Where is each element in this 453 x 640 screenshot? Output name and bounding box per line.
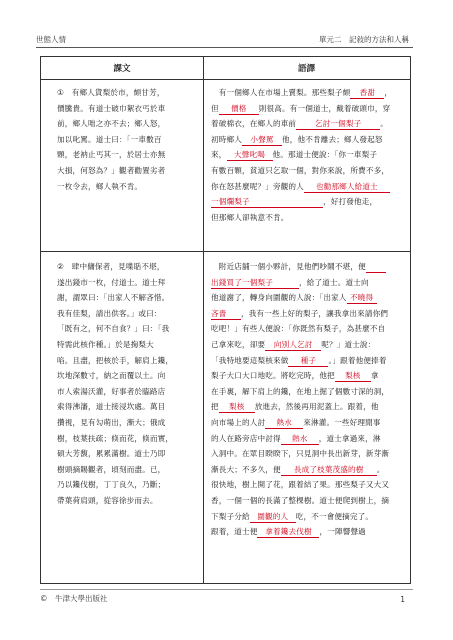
translation-line: 在手裏，解下肩上的鑱，在地上掘了個數寸深的洞，: [211, 386, 390, 396]
translation-text-para1: [211, 85, 407, 225]
classical-text-para1: [57, 85, 197, 194]
translation-line: 下梨子分給 圍觀的人 吃，不一會便摘完了。: [211, 511, 374, 521]
classical-line: 樹，枝葉扶疏；倏而花，倏而實，: [57, 433, 174, 443]
translation-line: 梨子大口大口地吃。將吃完時，他把 梨核 拿: [211, 371, 379, 381]
translation-line: 你在怒甚麼呢？」旁觀的人 也勸那鄉人給道士: [211, 179, 407, 195]
translation-line: 來， 大聲叱喝 他。那道士便說：「你一車梨子: [211, 150, 378, 160]
answer-blank: 出錢買了一個梨子: [211, 278, 299, 289]
col-header-translation: 語譯: [203, 57, 410, 80]
classical-line: ① 有鄉人貨梨於市，頗甘芳，: [57, 88, 165, 97]
answer-blank: 拿着鑱去伐樹: [257, 527, 319, 538]
answer-blank: 熱水: [281, 434, 319, 445]
classical-line: 前，鄉人咄之亦不去；鄉人怒，: [57, 119, 166, 129]
translation-line: 吃吧！」有些人便說：「你既然有梨子，為甚麼不自: [211, 324, 386, 334]
answer-blank: 小聲罵: [242, 135, 282, 146]
translation-line: 跟着，道士便 拿着鑱去伐樹 ，一陣響聲過: [211, 527, 366, 537]
translation-line: 吝嗇 ，我有一些上好的梨子，讓我拿出來請你們: [211, 308, 389, 318]
translation-line: 一個爛梨子 ，好打發他走，: [211, 197, 378, 207]
classical-line: 加以叱罵。道士曰：「一車數百: [57, 134, 162, 144]
translation-line: 附近店舖一個小夥計，見他們吵鬧不堪，便: [211, 259, 407, 275]
classical-line: 市人索湯沃灌，好事者於臨路店: [57, 386, 166, 396]
translation-line: 着破棉衣，在鄉人的車前 乞討一個梨子 。: [211, 119, 388, 129]
classical-line: 啗。且盡，把核於手，解肩上鑱，: [57, 355, 174, 365]
translation-line: 初時鄉人 小聲罵 他，他不肯離去；鄉人發起怒: [211, 134, 383, 144]
answer-blank: 種子: [288, 356, 328, 367]
classical-line: 遂出錢市一枚，付道士。道士拜: [57, 277, 166, 287]
answer-blank: 梨核: [219, 402, 255, 413]
answer-blank: 圍觀的人: [250, 512, 296, 523]
classical-line: 特需此核作種。」於是掬梨大: [57, 339, 154, 349]
answer-blank: 也勸那鄉人給道士: [304, 182, 390, 193]
answer-blank: 熱水: [265, 418, 303, 429]
comparison-table: [40, 56, 411, 584]
classical-line: 樹頭摘賜觀者，頃刻而盡。已，: [57, 464, 166, 474]
translation-line: 很快地，樹上開了花，跟着結了果。那些梨子又大又: [211, 480, 390, 490]
answer-blank: 不曉得: [347, 293, 377, 304]
translation-line: 「我特地要這梨核來做 種子 。」跟着他便捧着: [211, 355, 387, 365]
translation-text-para2: [211, 259, 407, 540]
header-unit: 單元二 記敍的方法和人稱: [319, 35, 409, 44]
translation-line: 的人在路旁店中討得 熱水 ，道士拿過來，淋: [211, 433, 381, 443]
header-divider: [36, 47, 413, 48]
classical-text-para2: [57, 259, 197, 509]
translation-line: 香，一個一個的長滿了整棵樹。道士便爬到樹上，摘: [211, 495, 390, 505]
translation-line: 把 梨核 放進去，然後再用泥蓋上。跟着，他: [211, 402, 379, 412]
classical-line: 「既有之，何不自食？」曰：「我: [57, 324, 170, 334]
classical-line: 大損，何怒為？」觀者勸置劣者: [57, 165, 166, 175]
answer-blank: 向別人乞討: [265, 340, 321, 351]
classical-line: 索得沸瀋，道士接浸坎處。萬目: [57, 402, 166, 412]
row-divider: [41, 251, 410, 252]
classical-line: 帶葉荷肩頭，從容徐步而去。: [57, 495, 158, 505]
answer-blank: 長成了枝葉茂盛的樹: [281, 465, 377, 476]
answer-blank: 大聲叱喝: [227, 150, 273, 161]
footer-publisher: © 牛津大學出版社: [40, 594, 108, 603]
header-subject: 世態人情: [36, 35, 66, 44]
translation-line: 有一個鄉人在市場上賣梨。那些梨子頗 香甜 ，: [211, 88, 393, 97]
classical-line: 我有佳梨，請出供客。」或曰：: [57, 308, 162, 318]
translation-line: 有數百顆，貧道只乞取一個，對你來說，所費不多，: [211, 165, 390, 175]
answer-blank: 吝嗇: [211, 309, 241, 320]
classical-line: 謝，謂眾曰：「出家人不解吝惜。: [57, 293, 170, 303]
classical-line: 顆，老衲止丐其一，於居士亦無: [57, 150, 166, 160]
translation-line: 漸長大；不多久，便 長成了枝葉茂盛的樹 。: [211, 464, 385, 474]
translation-line: 但 價格 則很高。有一個道士，戴着破頭巾，穿: [211, 103, 391, 113]
col-header-classical: 課文: [41, 57, 204, 80]
answer-blank: 香甜: [350, 88, 384, 99]
classical-line: ② 肆中傭保者，見喋聒不堪，: [57, 262, 165, 271]
translation-line: 他道謝了，轉身向圍觀的人說：「出家人 不曉得: [211, 290, 407, 306]
classical-line: 攢視，見有勾萌出，漸大；俄成: [57, 417, 166, 427]
translation-line: 己拿來吃，卻要 向別人乞討 呢？」道士說：: [211, 339, 376, 349]
answer-blank: 梨核: [335, 371, 371, 382]
classical-line: 碩大芳馥，累累滿樹。道士乃即: [57, 449, 166, 459]
classical-line: 坎地深數寸，納之而覆以土。向: [57, 371, 166, 381]
page-number: 1: [400, 595, 405, 604]
translation-line: 但那鄉人卻執意不肯。: [211, 212, 289, 222]
translation-line: 向市場上的人討 熱水 來淋灌。一些好理閒事: [211, 417, 381, 427]
translation-line: 出錢買了一個梨子 ，給了道士。道士向: [211, 277, 369, 287]
answer-blank: [366, 262, 386, 273]
classical-line: 一枚令去，鄉人執不肯。: [57, 181, 143, 191]
answer-blank: 一個爛梨子: [211, 197, 323, 208]
classical-line: 乃以鑱伐樹，丁丁良久，乃斷；: [57, 480, 166, 490]
column-divider: [203, 79, 204, 583]
answer-blank: 乞討一個梨子: [296, 119, 380, 130]
footer-divider: [40, 589, 413, 590]
translation-line: 入洞中。在眾目睽睽下，只見洞中長出新芽，新芽漸: [211, 449, 390, 459]
classical-line: 價騰貴。有道士破巾絮衣丐於車: [57, 103, 166, 113]
answer-blank: 價格: [219, 104, 259, 115]
